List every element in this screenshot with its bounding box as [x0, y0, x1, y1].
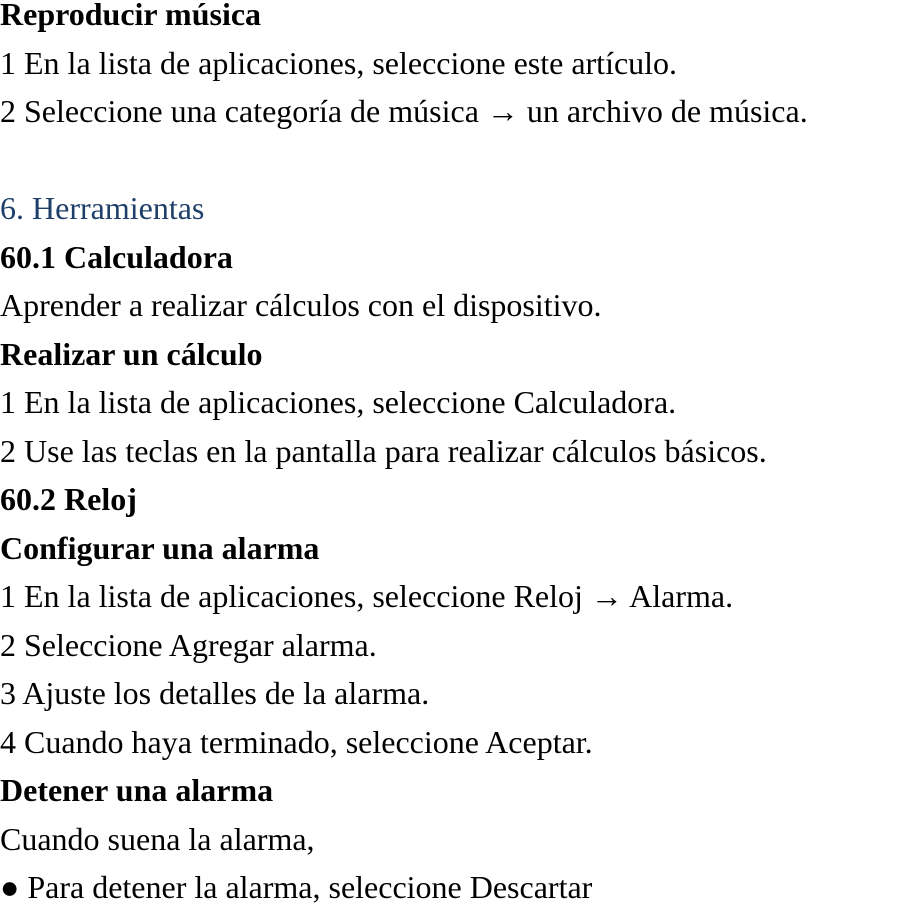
set-alarm-step-4: 4 Cuando haya terminado, seleccione Aceptar. — [0, 723, 593, 760]
set-alarm-step-1: 1 En la lista de aplicaciones, seleccione Reloj → Alarma. — [0, 578, 734, 614]
calculator-step-2: 2 Use las teclas en la pantalla para realizar cálculos básicos. — [0, 432, 767, 469]
chapter-title: 6. Herramientas — [0, 190, 205, 226]
music-step-2: 2 Seleccione una categoría de música → un archivo de música. — [0, 93, 808, 129]
calculation-subheading: Realizar un cálculo — [0, 335, 263, 372]
stop-alarm-subheading: Detener una alarma — [0, 772, 274, 808]
music-step-1: 1 En la lista de aplicaciones, seleccione este artículo. — [0, 44, 678, 81]
set-alarm-step-2: 2 Seleccione Agregar alarma. — [0, 626, 377, 663]
music-heading: Reproducir música — [0, 0, 262, 32]
set-alarm-subheading: Configurar una alarma — [0, 529, 320, 566]
stop-alarm-intro: Cuando suena la alarma, — [0, 820, 315, 857]
clock-heading: 60.2 Reloj — [0, 481, 137, 517]
calculator-step-1: 1 En la lista de aplicaciones, seleccione Calculadora. — [0, 384, 677, 420]
calculator-intro: Aprender a realizar cálculos con el dispositivo. — [0, 287, 602, 323]
calculator-heading: 60.1 Calculadora — [0, 238, 233, 275]
set-alarm-step-3: 3 Ajuste los detalles de la alarma. — [0, 675, 430, 711]
stop-alarm-bullet: ● Para detener la alarma, seleccione Descartar — [0, 869, 593, 905]
